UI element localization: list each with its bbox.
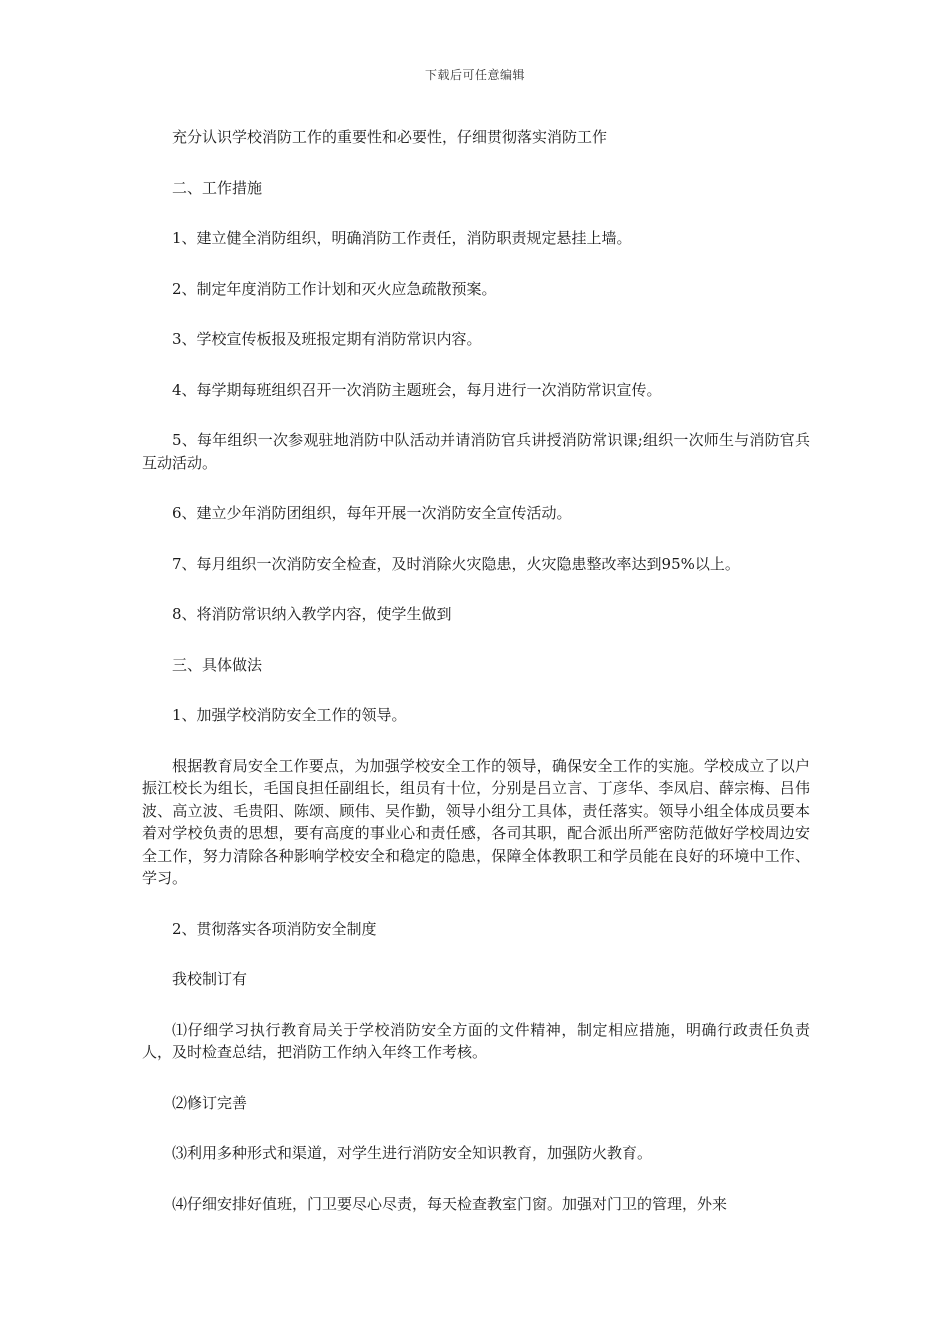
- paragraph: 根据教育局安全工作要点，为加强学校安全工作的领导，确保安全工作的实施。学校成立了以户振江校长为组长，毛国良担任副组长，组员有十位，分别是吕立言、丁彦华、李凤启、薛宗梅、吕伟波、高立波、毛贵阳、陈颂、顾伟、吴作勤，领导小组分工具体，责任落实。领导小组全体成员要本着对学校负责的思想，要有高度的事业心和责任感，各司其职，配合派出所严密防范做好学校周边安全工作，努力清除各种影响学校安全和稳定的隐患，保障全体教职工和学员能在良好的环境中工作、学习。: [142, 756, 810, 887]
- page-header: 下载后可任意编辑: [424, 68, 525, 82]
- list-item: 3、学校宣传板报及班报定期有消防常识内容。: [172, 330, 482, 348]
- paragraph: 我校制订有: [172, 970, 248, 988]
- list-item: 1、加强学校消防安全工作的领导。: [172, 706, 407, 724]
- list-item: 5、每年组织一次参观驻地消防中队活动并请消防官兵讲授消防常识课;组织一次师生与消防官兵互动活动。: [142, 431, 810, 472]
- document-body: [142, 126, 810, 1243]
- list-item: 6、建立少年消防团组织，每年开展一次消防安全宣传活动。: [172, 504, 572, 522]
- list-item: 4、每学期每班组织召开一次消防主题班会，每月进行一次消防常识宣传。: [172, 380, 662, 399]
- list-item: 8、将消防常识纳入教学内容，使学生做到: [172, 605, 452, 623]
- list-item: ⑵修订完善: [172, 1093, 248, 1112]
- paragraph: 充分认识学校消防工作的重要性和必要性，仔细贯彻落实消防工作: [172, 128, 608, 146]
- list-item: ⑴仔细学习执行教育局关于学校消防安全方面的文件精神，制定相应措施，明确行政责任负责人，及时检查总结，把消防工作纳入年终工作考核。: [142, 1020, 810, 1061]
- list-item: ⑶利用多种形式和渠道，对学生进行消防安全知识教育，加强防火教育。: [172, 1144, 653, 1162]
- list-item: 2、贯彻落实各项消防安全制度: [172, 919, 377, 938]
- list-item: ⑷仔细安排好值班，门卫要尽心尽责，每天检查教室门窗。加强对门卫的管理，外来: [172, 1194, 728, 1213]
- list-item: 7、每月组织一次消防安全检查，及时消除火灾隐患，火灾隐患整改率达到95%以上。: [172, 554, 740, 573]
- list-item: 1、建立健全消防组织，明确消防工作责任，消防职责规定悬挂上墙。: [172, 229, 632, 247]
- section-heading: 二、工作措施: [172, 178, 263, 197]
- section-heading: 三、具体做法: [172, 655, 263, 674]
- list-item: 2、制定年度消防工作计划和灭火应急疏散预案。: [172, 279, 497, 298]
